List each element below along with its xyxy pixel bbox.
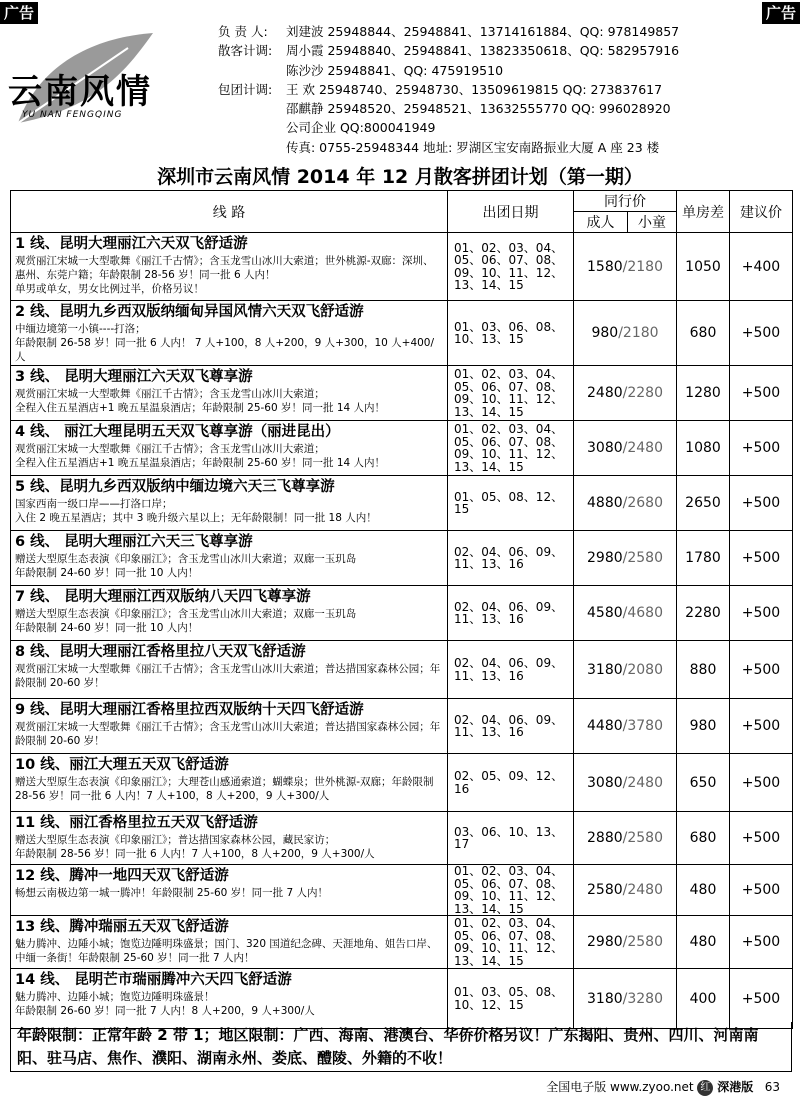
route-desc: 赠送大型原生态表演《印象丽江》；大理苍山感通索道；蝴蝶泉；世外桃源-双廊；年龄限制 28-56 岁！同一批 6 人内！7 人+100，8 人+200，9 人+300/人 [15, 776, 434, 802]
price-separator: / [622, 258, 628, 275]
price-separator: / [622, 385, 628, 401]
table-row [11, 699, 793, 754]
child-price: 2580 [627, 830, 663, 846]
suggested-price: +500 [730, 531, 793, 586]
table-row [11, 812, 793, 865]
route-desc: 魅力腾冲、边陲小城；饱览边陲明珠盛景！ [15, 991, 215, 1003]
single-room-supplement: 980 [677, 699, 730, 754]
price-cell [574, 476, 677, 531]
route-cell [11, 812, 448, 865]
adult-price: 2580 [587, 882, 623, 898]
table-row [11, 754, 793, 812]
route-cell [11, 916, 448, 969]
table-row [11, 916, 793, 969]
price-separator: / [622, 605, 628, 621]
departure-dates: 01、05、08、12、15 [448, 476, 574, 531]
suggested-price: +500 [730, 699, 793, 754]
suggested-price: +500 [730, 969, 793, 1029]
route-desc: 年龄限制 26-58 岁！同一批 6 人内！ 7 人+100，8 人+200，9 人+300，10 人+400/人 [15, 337, 435, 363]
table-row [11, 366, 793, 421]
contact-label: 包团计调: [218, 81, 273, 97]
route-desc: 赠送大型原生态表演《印象丽江》；含玉龙雪山冰川大索道；双廊一玉玑岛 [15, 608, 357, 620]
contact-row [218, 118, 679, 137]
departure-dates: 02、04、06、09、11、13、16 [448, 699, 574, 754]
route-name: 10 线、丽江大理五天双飞舒适游 [15, 757, 229, 773]
route-desc: 观赏丽江宋城一大型歌舞《丽江千古情》；含玉龙雪山冰川大索道；普达措国家森林公园；年龄限制 20-60 岁！ [15, 721, 441, 747]
route-cell [11, 476, 448, 531]
header-child: 小童 [628, 212, 677, 233]
adult-price: 4880 [587, 495, 623, 511]
route-name: 2 线、昆明九乡西双版纳缅甸异国风情六天双飞舒适游 [15, 304, 364, 320]
single-room-supplement: 1780 [677, 531, 730, 586]
child-price: 2280 [627, 385, 663, 401]
table-row [11, 586, 793, 641]
departure-dates: 01、02、03、04、05、06、07、08、09、10、11、12、13、14、15 [448, 865, 574, 916]
adult-price: 4580 [587, 605, 623, 621]
route-desc: 年龄限制 24-60 岁！同一批 10 人内！ [15, 622, 199, 634]
route-desc: 魅力腾冲、边陲小城；饱览边陲明珠盛景；国门、320 国道纪念碑、天涯地角、姐告口岸、中缅一条街！年龄限制 25-60 岁！同一批 7 人内！ [15, 938, 438, 964]
suggested-price: +500 [730, 586, 793, 641]
departure-dates: 02、04、06、09、11、13、16 [448, 586, 574, 641]
departure-dates: 01、02、03、04、05、06、07、08、09、10、11、12、13、14、15 [448, 916, 574, 969]
price-cell [574, 366, 677, 421]
price-cell [574, 641, 677, 699]
price-cell [574, 969, 677, 1029]
price-cell [574, 233, 677, 301]
ad-label-left: 广告 [0, 2, 38, 24]
single-room-supplement: 400 [677, 969, 730, 1029]
adult-price: 2980 [587, 550, 623, 566]
footer-site: 全国电子版 www.zyoo.net [546, 1080, 694, 1094]
departure-dates: 03、06、10、13、17 [448, 812, 574, 865]
table-row [11, 865, 793, 916]
route-name: 5 线、昆明九乡西双版纳中缅边境六天三飞尊享游 [15, 479, 335, 495]
route-name: 9 线、昆明大理丽江香格里拉西双版纳十天四飞舒适游 [15, 702, 364, 718]
route-cell [11, 421, 448, 476]
route-name: 12 线、腾冲一地四天双飞舒适游 [15, 868, 229, 884]
footer-edition: 深港版 [717, 1080, 754, 1094]
price-separator: / [622, 440, 628, 456]
route-desc: 年龄限制 24-60 岁！同一批 10 人内！ [15, 567, 199, 579]
route-cell [11, 301, 448, 366]
price-separator: / [618, 325, 623, 341]
child-price: 2580 [627, 550, 663, 566]
adult-price: 2880 [587, 830, 623, 846]
contact-text: 传真: 0755-25948344 地址: 罗湖区宝安南路振业大厦 A 座 23 楼 [286, 139, 660, 155]
page-footer [0, 1078, 780, 1096]
tour-table [10, 190, 793, 1029]
route-desc: 观赏丽江宋城一大型歌舞《丽江千古情》；含玉龙雪山冰川大索道；普达措国家森林公园；年龄限制 20-60 岁！ [15, 663, 441, 689]
contact-text: 王 欢 25948740、25948730、13509619815 QQ: 273837617 [286, 81, 663, 97]
route-desc: 年龄限制 28-56 岁！同一批 6 人内！7 人+100，8 人+200，9 人+300/人 [15, 848, 375, 860]
adult-price: 3080 [587, 440, 623, 456]
logo-subtitle: YU NAN FENGQING [22, 110, 123, 120]
contact-row [218, 22, 679, 41]
plan-title: 深圳市云南风情 2014 年 12 月散客拼团计划（第一期） [157, 166, 643, 188]
route-name: 7 线、 昆明大理丽江西双版纳八天四飞尊享游 [15, 589, 311, 605]
table-row [11, 969, 793, 1029]
price-cell [574, 699, 677, 754]
route-cell [11, 969, 448, 1029]
route-desc: 国家西南一级口岸——打洛口岸； [15, 498, 173, 510]
price-separator: / [622, 830, 628, 846]
route-name: 4 线、 丽江大理昆明五天双飞尊享游（丽进昆出） [15, 424, 340, 440]
single-room-supplement: 680 [677, 301, 730, 366]
contact-text: 陈沙沙 25948841、QQ: 475919510 [286, 62, 504, 78]
route-name: 13 线、腾冲瑞丽五天双飞舒适游 [15, 919, 229, 935]
suggested-price: +500 [730, 301, 793, 366]
child-price: 2580 [627, 934, 663, 950]
route-cell [11, 699, 448, 754]
ad-label-right: 广告 [762, 2, 800, 24]
child-price: 2480 [627, 440, 663, 456]
suggested-price: +500 [730, 812, 793, 865]
contact-label: 负 责 人: [218, 24, 268, 39]
price-separator: / [622, 990, 628, 1007]
price-separator: / [622, 934, 628, 950]
suggested-price: +500 [730, 754, 793, 812]
adult-price: 3180 [587, 661, 623, 678]
suggested-price: +500 [730, 641, 793, 699]
route-name: 3 线、 昆明大理丽江六天双飞尊享游 [15, 369, 253, 385]
single-room-supplement: 480 [677, 865, 730, 916]
suggested-price: +400 [730, 233, 793, 301]
single-room-supplement: 2280 [677, 586, 730, 641]
route-desc: 赠送大型原生态表演《印象丽江》；普达措国家森林公园，藏民家访； [15, 834, 336, 846]
route-desc: 畅想云南极边第一城一腾冲！年龄限制 25-60 岁！同一批 7 人内！ [15, 887, 329, 899]
child-price: 2680 [627, 495, 663, 511]
route-cell [11, 865, 448, 916]
table-row [11, 476, 793, 531]
price-separator: / [622, 550, 628, 566]
price-cell [574, 865, 677, 916]
suggested-price: +500 [730, 865, 793, 916]
route-cell [11, 531, 448, 586]
contact-text: 周小霞 25948840、25948841、13823350618、QQ: 582957916 [286, 43, 680, 59]
header-route: 线 路 [11, 191, 448, 233]
footer-badge: 红 [697, 1080, 713, 1096]
departure-dates: 01、03、05、08、10、12、15 [448, 969, 574, 1029]
single-room-supplement: 1080 [677, 421, 730, 476]
single-room-supplement: 1280 [677, 366, 730, 421]
departure-dates: 02、05、09、12、16 [448, 754, 574, 812]
contact-row [218, 138, 679, 157]
route-desc: 观赏丽江宋城一大型歌舞《丽江千古情》；含玉龙雪山冰川大索道；世外桃源-双廊：深圳、惠州、东莞户籍；年龄限制 28-56 岁！同一批 6 人内！ [15, 255, 434, 281]
price-separator: / [622, 774, 628, 791]
route-desc: 观赏丽江宋城一大型歌舞《丽江千古情》；含玉龙雪山冰川大索道； [15, 388, 325, 400]
route-desc: 全程入住五星酒店+1 晚五星温泉酒店；年龄限制 25-60 岁！同一批 14 人内！ [15, 457, 386, 469]
logo-title: 云南风情 [8, 72, 152, 112]
price-separator: / [622, 882, 628, 898]
child-price: 4680 [627, 605, 663, 621]
header-adult: 成人 [574, 212, 628, 233]
route-desc: 全程入住五星酒店+1 晚五星温泉酒店；年龄限制 25-60 岁！同一批 14 人内！ [15, 402, 386, 414]
route-name: 6 线、 昆明大理丽江六天三飞尊享游 [15, 534, 253, 550]
table-row [11, 421, 793, 476]
suggested-price: +500 [730, 916, 793, 969]
departure-dates: 02、04、06、09、11、13、16 [448, 641, 574, 699]
route-name: 8 线、昆明大理丽江香格里拉八天双飞舒适游 [15, 644, 306, 660]
price-cell [574, 301, 677, 366]
adult-price: 4480 [587, 718, 623, 734]
contact-text: 邵麒静 25948520、25948521、13632555770 QQ: 996028920 [286, 101, 671, 117]
single-room-supplement: 1050 [677, 233, 730, 301]
price-cell [574, 531, 677, 586]
route-desc: 入住 2 晚五星酒店；其中 3 晚升级六星以上；无年龄限制！同一批 18 人内！ [15, 512, 377, 524]
route-cell [11, 754, 448, 812]
company-logo [8, 28, 204, 130]
contact-info [218, 22, 679, 157]
adult-price: 3180 [587, 990, 623, 1007]
route-name: 14 线、 昆明芒市瑞丽腾冲六天四飞舒适游 [15, 972, 292, 988]
price-cell [574, 586, 677, 641]
adult-price: 1580 [587, 258, 623, 275]
child-price: 3280 [627, 990, 663, 1007]
price-cell [574, 812, 677, 865]
price-cell [574, 916, 677, 969]
price-separator: / [622, 718, 628, 734]
header-peer-price: 同行价 [574, 191, 677, 212]
suggested-price: +500 [730, 366, 793, 421]
adult-price: 3080 [587, 774, 623, 791]
route-desc: 中缅边境第一小镇----打洛； [15, 323, 146, 335]
route-name: 1 线、昆明大理丽江六天双飞舒适游 [15, 236, 248, 252]
child-price: 3780 [627, 718, 663, 734]
table-row [11, 641, 793, 699]
single-room-supplement: 680 [677, 812, 730, 865]
adult-price: 2480 [587, 385, 623, 401]
single-room-supplement: 880 [677, 641, 730, 699]
price-separator: / [622, 495, 628, 511]
header-single-room: 单房差 [677, 191, 730, 233]
contact-row [218, 41, 679, 60]
route-desc: 单男或单女，男女比例过半，价格另议！ [15, 283, 204, 295]
header-dates: 出团日期 [448, 191, 574, 233]
price-cell [574, 754, 677, 812]
contact-row [218, 99, 679, 118]
route-desc: 观赏丽江宋城一大型歌舞《丽江千古情》；含玉龙雪山冰川大索道； [15, 443, 325, 455]
header-suggest-price: 建议价 [730, 191, 793, 233]
child-price: 2080 [627, 661, 663, 678]
contact-row [218, 80, 679, 99]
route-desc: 赠送大型原生态表演《印象丽江》；含玉龙雪山冰川大索道；双廊一玉玑岛 [15, 553, 357, 565]
route-cell [11, 586, 448, 641]
single-room-supplement: 2650 [677, 476, 730, 531]
route-cell [11, 233, 448, 301]
child-price: 2480 [627, 774, 663, 791]
departure-dates: 01、03、06、08、10、13、15 [448, 301, 574, 366]
route-cell [11, 641, 448, 699]
suggested-price: +500 [730, 421, 793, 476]
child-price: 2480 [627, 882, 663, 898]
table-row [11, 531, 793, 586]
child-price: 2180 [627, 258, 663, 275]
table-row [11, 301, 793, 366]
route-name: 11 线、丽江香格里拉五天双飞舒适游 [15, 815, 258, 831]
restriction-note: 年龄限制：正常年龄 2 带 1；地区限制：广西、海南、港澳台、华侨价格另议！广东揭阳、贵州、四川、河南南阳、驻马店、焦作、濮阳、湖南永州、娄底、醴陵、外籍的不收！ [10, 1022, 792, 1072]
departure-dates: 01、02、03、04、05、06、07、08、09、10、11、12、13、14、15 [448, 421, 574, 476]
contact-text: 刘建波 25948844、25948841、13714161884、QQ: 978149857 [286, 24, 680, 39]
single-room-supplement: 480 [677, 916, 730, 969]
contact-text: 公司企业 QQ:800041949 [286, 120, 436, 136]
contact-label: 散客计调: [218, 43, 273, 59]
single-room-supplement: 650 [677, 754, 730, 812]
child-price: 2180 [622, 325, 659, 341]
contact-row [218, 61, 679, 80]
suggested-price: +500 [730, 476, 793, 531]
page-number: 63 [764, 1080, 780, 1094]
price-separator: / [622, 661, 628, 678]
adult-price: 980 [591, 325, 619, 341]
departure-dates: 02、04、06、09、11、13、16 [448, 531, 574, 586]
departure-dates: 01、02、03、04、05、06、07、08、09、10、11、12、13、14、15 [448, 233, 574, 301]
price-cell [574, 421, 677, 476]
departure-dates: 01、02、03、04、05、06、07、08、09、10、11、12、13、14、15 [448, 366, 574, 421]
route-desc: 年龄限制 26-60 岁！同一批 7 人内！8 人+200，9 人+300/人 [15, 1005, 315, 1017]
adult-price: 2980 [587, 934, 623, 950]
table-row [11, 233, 793, 301]
route-cell [11, 366, 448, 421]
